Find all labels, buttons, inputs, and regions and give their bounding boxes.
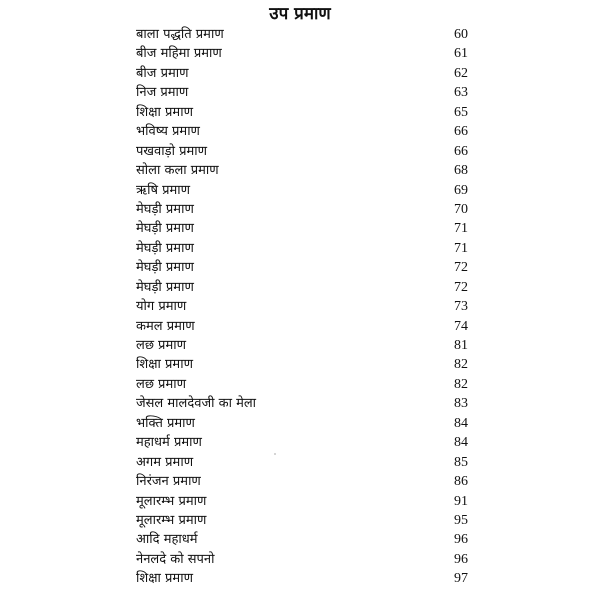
toc-entry-title: नेनलदे को सपनो [136, 551, 215, 567]
toc-entry-page-number: 84 [454, 435, 468, 451]
toc-entry [136, 122, 468, 141]
toc-entry-page-number: 72 [454, 260, 468, 276]
toc-entry-page-number: 73 [454, 299, 468, 315]
toc-entry-page-number: 61 [454, 46, 468, 62]
toc-entry [136, 278, 468, 297]
toc-entry-page-number: 85 [454, 454, 468, 470]
toc-entry-page-number: 91 [454, 493, 468, 509]
toc-entry-title: महाधर्म प्रमाण [136, 435, 202, 451]
paper-speck [274, 453, 276, 455]
toc-entry-title: लछ प्रमाण [136, 376, 186, 392]
toc-entry-title: मेघड़ी प्रमाण [136, 240, 194, 256]
toc-entry [136, 239, 468, 258]
toc-entry [136, 375, 468, 394]
toc-entry-title: सोला कला प्रमाण [136, 163, 219, 179]
toc-entry [136, 511, 468, 530]
toc-entry-page-number: 81 [454, 338, 468, 353]
toc-entry [136, 414, 468, 433]
toc-entry [136, 200, 468, 219]
toc-entry-title: योग प्रमाण [136, 299, 187, 315]
toc-entry-page-number: 71 [454, 240, 468, 256]
toc-entry-title: अगम प्रमाण [136, 454, 194, 470]
toc-entry-title: भक्ति प्रमाण [136, 415, 195, 431]
toc-entry-page-number: 82 [454, 357, 468, 373]
toc-entry-page-number: 86 [454, 474, 468, 490]
toc-entry-page-number: 84 [454, 415, 468, 431]
toc-entry [136, 297, 468, 316]
toc-entry-title: मेघड़ी प्रमाण [136, 201, 194, 217]
toc-entry-page-number: 69 [454, 182, 468, 198]
toc-entry-title: लछ प्रमाण [136, 338, 186, 353]
toc-entry-title: जेसल मालदेवजी का मेला [136, 396, 257, 412]
toc-entry [136, 25, 468, 44]
toc-entry-page-number: 74 [454, 318, 468, 334]
toc-list [136, 25, 468, 589]
toc-entry-title: भविष्य प्रमाण [136, 124, 200, 140]
toc-entry [136, 181, 468, 200]
toc-entry-page-number: 65 [454, 104, 468, 120]
toc-entry-title: मूलारम्भ प्रमाण [136, 493, 207, 509]
toc-entry-page-number: 72 [454, 279, 468, 295]
toc-entry [136, 161, 468, 180]
toc-entry [136, 83, 468, 102]
toc-entry-title: निरंजन प्रमाण [136, 474, 201, 490]
toc-entry-title: पखवाड़ो प्रमाण [136, 143, 208, 159]
toc-entry-title: निज प्रमाण [136, 85, 189, 101]
toc-entry-page-number: 82 [454, 376, 468, 392]
toc-entry-title: बीज प्रमाण [136, 65, 189, 81]
toc-entry-title: मेघड़ी प्रमाण [136, 260, 194, 276]
toc-entry [136, 103, 468, 122]
toc-entry-page-number: 62 [454, 65, 468, 81]
toc-entry [136, 355, 468, 374]
toc-entry-title: शिक्षा प्रमाण [136, 357, 193, 373]
toc-entry [136, 472, 468, 491]
toc-entry-title: आदि महाधर्म [136, 532, 198, 548]
toc-entry-page-number: 66 [454, 143, 468, 159]
toc-entry [136, 44, 468, 63]
toc-entry-title: बाला पद्धति प्रमाण [136, 27, 224, 42]
toc-entry [136, 394, 468, 413]
toc-entry-page-number: 70 [454, 201, 468, 217]
toc-entry [136, 530, 468, 549]
toc-entry [136, 550, 468, 569]
page-title: उप प्रमाण [269, 4, 331, 24]
toc-entry-page-number: 63 [454, 85, 468, 101]
toc-entry-page-number: 95 [454, 512, 468, 528]
toc-entry [136, 336, 468, 355]
toc-entry-title: मूलारम्भ प्रमाण [136, 512, 207, 528]
toc-entry-title: शिक्षा प्रमाण [136, 571, 193, 587]
toc-entry [136, 317, 468, 336]
toc-entry [136, 64, 468, 83]
toc-entry [136, 433, 468, 452]
toc-entry-title: ऋषि प्रमाण [136, 182, 191, 198]
toc-entry [136, 569, 468, 588]
toc-entry [136, 258, 468, 277]
toc-entry-page-number: 68 [454, 163, 468, 179]
toc-entry-title: मेघड़ी प्रमाण [136, 221, 194, 237]
toc-entry-page-number: 60 [454, 27, 468, 42]
toc-entry [136, 142, 468, 161]
toc-entry-page-number: 96 [454, 532, 468, 548]
toc-entry-page-number: 97 [454, 571, 468, 587]
toc-entry-page-number: 71 [454, 221, 468, 237]
toc-entry-title: कमल प्रमाण [136, 318, 195, 334]
toc-entry-page-number: 83 [454, 396, 468, 412]
toc-entry-title: शिक्षा प्रमाण [136, 104, 193, 120]
toc-entry-page-number: 66 [454, 124, 468, 140]
toc-entry-title: बीज महिमा प्रमाण [136, 46, 222, 62]
toc-entry [136, 453, 468, 472]
toc-entry-page-number: 96 [454, 551, 468, 567]
toc-entry [136, 219, 468, 238]
toc-entry-title: मेघड़ी प्रमाण [136, 279, 194, 295]
toc-entry [136, 492, 468, 511]
